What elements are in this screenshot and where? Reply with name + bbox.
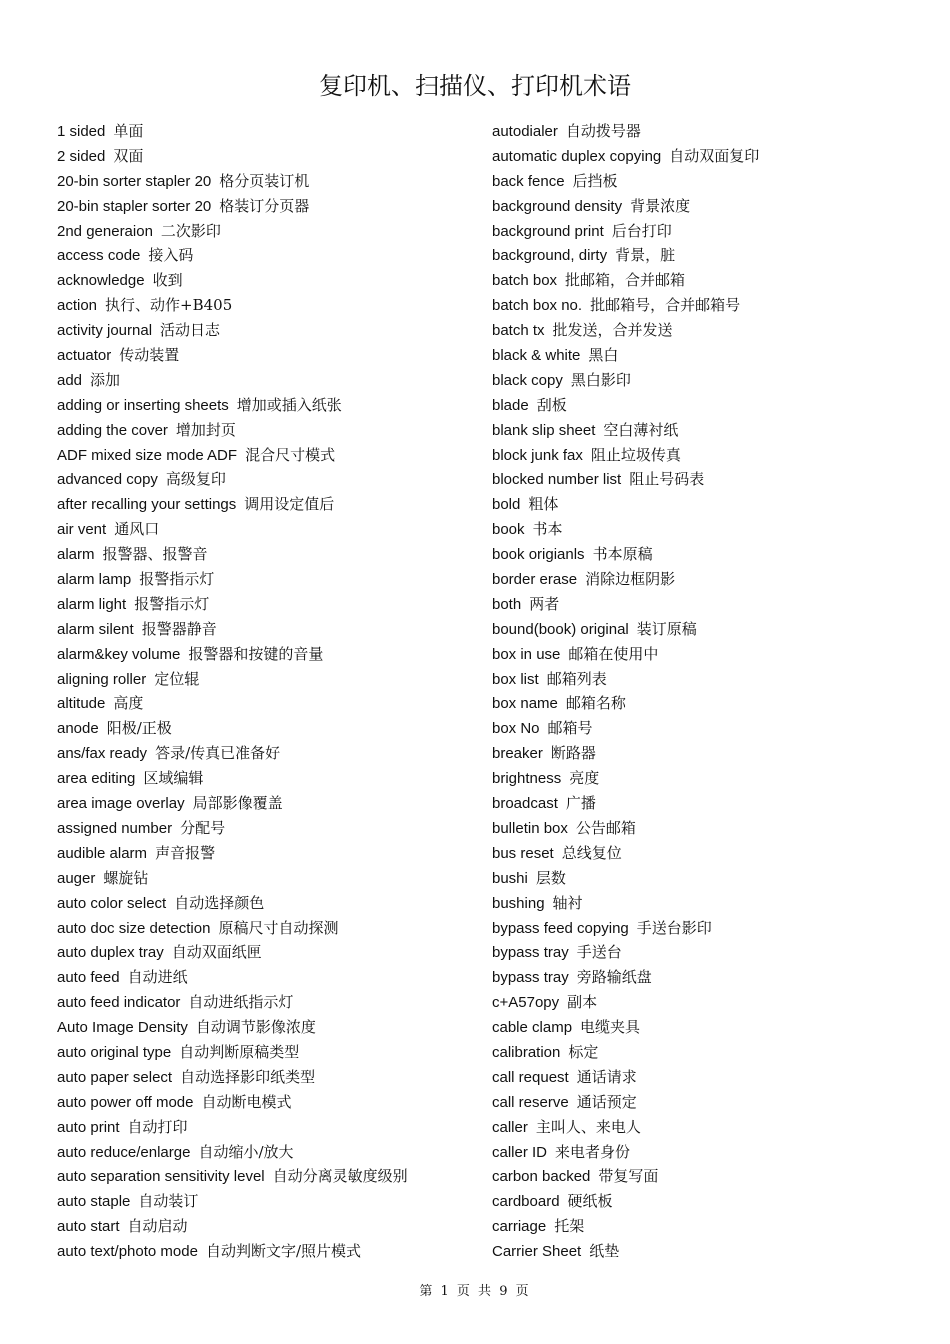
term-english: auto print xyxy=(57,1118,120,1136)
term-entry xyxy=(57,219,477,244)
term-chinese: 自动分离灵敏度级别 xyxy=(272,1167,408,1186)
term-english: bypass tray xyxy=(492,944,569,962)
term-chinese: 自动拨号器 xyxy=(565,122,641,140)
term-entry xyxy=(57,542,477,567)
term-english: bushi xyxy=(492,869,528,887)
term-english: auto staple xyxy=(57,1193,131,1211)
term-chinese: 黑白 xyxy=(588,346,619,365)
term-entry xyxy=(57,393,477,418)
term-chinese: 托架 xyxy=(554,1217,585,1236)
term-chinese: 自动判断文字/照片模式 xyxy=(205,1242,361,1261)
term-entry xyxy=(492,965,912,990)
term-chinese: 批邮箱，合并邮箱 xyxy=(565,271,686,290)
term-english: bypass feed copying xyxy=(492,919,629,937)
term-english: batch box xyxy=(492,272,558,290)
term-entry xyxy=(492,219,912,244)
term-english: background density xyxy=(492,197,623,215)
term-chinese: 书本 xyxy=(532,520,563,539)
term-entry xyxy=(57,1065,477,1090)
term-entry xyxy=(57,144,477,169)
term-chinese: 答录/传真已准备好 xyxy=(155,744,281,763)
term-english: alarm light xyxy=(57,595,127,613)
term-english: back fence xyxy=(492,172,565,190)
term-chinese: 空白薄衬纸 xyxy=(603,420,679,439)
term-chinese: 报警器和按键的音量 xyxy=(188,644,324,663)
term-chinese: 定位辊 xyxy=(154,669,200,688)
term-english: audible alarm xyxy=(57,844,148,862)
term-chinese: 自动进纸指示灯 xyxy=(188,993,294,1012)
term-chinese: 原稿尺寸自动探测 xyxy=(218,918,339,937)
term-chinese: 阳极/正极 xyxy=(106,719,172,738)
term-english: bold xyxy=(492,496,521,514)
term-entry xyxy=(57,368,477,393)
term-chinese: 自动选择颜色 xyxy=(174,893,265,912)
term-chinese: 执行、动作+B405 xyxy=(105,296,233,315)
term-english: ans/fax ready xyxy=(57,745,148,763)
term-english: add xyxy=(57,371,83,389)
term-chinese: 报警指示灯 xyxy=(139,570,215,589)
term-entry xyxy=(492,169,912,194)
term-entry xyxy=(57,194,477,219)
term-chinese: 自动装订 xyxy=(138,1192,199,1211)
term-chinese: 广播 xyxy=(565,794,596,813)
left-term-column xyxy=(57,119,477,1264)
term-entry xyxy=(492,467,912,492)
term-chinese: 批发送，合并发送 xyxy=(552,321,673,340)
term-chinese: 调用设定值后 xyxy=(244,495,335,514)
term-english: bus reset xyxy=(492,844,554,862)
term-entry xyxy=(492,1214,912,1239)
term-entry xyxy=(492,1040,912,1065)
term-entry xyxy=(57,1239,477,1264)
term-entry xyxy=(492,567,912,592)
right-term-column xyxy=(492,119,912,1264)
term-entry xyxy=(57,891,477,916)
term-english: alarm silent xyxy=(57,620,134,638)
term-chinese: 带复写面 xyxy=(598,1167,659,1186)
term-english: box name xyxy=(492,695,558,713)
term-chinese: 亮度 xyxy=(569,769,600,788)
term-english: background print xyxy=(492,222,604,240)
term-english: autodialer xyxy=(492,123,558,140)
term-entry xyxy=(492,1065,912,1090)
term-chinese: 高级复印 xyxy=(165,470,226,489)
term-english: cardboard xyxy=(492,1193,560,1211)
term-english: adding the cover xyxy=(57,421,168,439)
term-english: bypass tray xyxy=(492,969,569,987)
term-entry xyxy=(57,965,477,990)
term-entry xyxy=(57,1015,477,1040)
term-english: batch box no. xyxy=(492,297,583,315)
term-english: 20-bin stapler sorter 20 xyxy=(57,197,212,215)
term-chinese: 阻止垃圾传真 xyxy=(590,445,681,464)
term-english: caller ID xyxy=(492,1143,548,1161)
term-entry xyxy=(492,841,912,866)
term-chinese: 纸垫 xyxy=(589,1242,620,1261)
term-chinese: 自动判断原稿类型 xyxy=(179,1042,300,1061)
term-entry xyxy=(57,418,477,443)
term-entry xyxy=(492,716,912,741)
term-english: c+A57opy xyxy=(492,994,560,1012)
term-english: 1 sided xyxy=(57,123,106,140)
term-entry xyxy=(492,592,912,617)
term-chinese: 格装订分页器 xyxy=(219,196,310,215)
term-entry xyxy=(57,716,477,741)
term-chinese: 通风口 xyxy=(114,520,160,539)
term-entry xyxy=(492,667,912,692)
term-chinese: 通话请求 xyxy=(576,1067,637,1086)
term-chinese: 螺旋钻 xyxy=(103,868,149,887)
term-entry xyxy=(492,1015,912,1040)
term-entry xyxy=(492,1115,912,1140)
term-entry xyxy=(57,293,477,318)
term-english: assigned number xyxy=(57,819,173,837)
term-chinese: 后台打印 xyxy=(611,221,672,240)
term-english: bulletin box xyxy=(492,819,568,837)
term-chinese: 报警器静音 xyxy=(141,619,217,638)
term-english: aligning roller xyxy=(57,670,147,688)
term-english: batch tx xyxy=(492,322,545,340)
term-chinese: 后挡板 xyxy=(572,171,618,190)
term-chinese: 来电者身份 xyxy=(555,1142,631,1161)
term-chinese: 自动调节影像浓度 xyxy=(195,1018,316,1037)
term-chinese: 自动选择影印纸类型 xyxy=(180,1067,316,1086)
term-english: carbon backed xyxy=(492,1168,591,1186)
term-entry xyxy=(57,1164,477,1189)
term-entry xyxy=(492,144,912,169)
term-chinese: 添加 xyxy=(90,370,121,389)
term-english: auto text/photo mode xyxy=(57,1243,198,1261)
term-english: auto paper select xyxy=(57,1068,173,1086)
term-entry xyxy=(57,667,477,692)
term-english: auto doc size detection xyxy=(57,919,211,937)
term-chinese: 副本 xyxy=(567,993,598,1012)
term-entry xyxy=(492,243,912,268)
term-entry xyxy=(492,492,912,517)
term-chinese: 邮箱在使用中 xyxy=(568,644,659,663)
term-chinese: 刮板 xyxy=(536,395,567,414)
term-entry xyxy=(492,1090,912,1115)
term-chinese: 收到 xyxy=(152,271,183,290)
term-entry xyxy=(57,1214,477,1239)
term-chinese: 标定 xyxy=(568,1042,599,1061)
term-entry xyxy=(57,119,477,144)
term-english: alarm lamp xyxy=(57,571,132,589)
term-entry xyxy=(492,691,912,716)
term-chinese: 手送台 xyxy=(576,943,622,962)
term-chinese: 接入码 xyxy=(148,246,194,265)
term-entry xyxy=(492,343,912,368)
term-entry xyxy=(57,791,477,816)
term-chinese: 格分页装订机 xyxy=(219,171,310,190)
term-chinese: 旁路输纸盘 xyxy=(576,968,652,987)
term-english: cable clamp xyxy=(492,1019,573,1037)
term-english: carriage xyxy=(492,1218,547,1236)
term-entry xyxy=(57,1040,477,1065)
term-chinese: 分配号 xyxy=(180,818,226,837)
term-english: action xyxy=(57,297,98,315)
term-english: blade xyxy=(492,396,529,414)
term-chinese: 单面 xyxy=(113,122,144,140)
term-english: box No xyxy=(492,720,540,738)
term-entry xyxy=(492,418,912,443)
term-entry xyxy=(57,990,477,1015)
term-english: auger xyxy=(57,869,96,887)
term-entry xyxy=(57,691,477,716)
term-entry xyxy=(57,268,477,293)
term-chinese: 邮箱列表 xyxy=(546,669,607,688)
term-chinese: 自动缩小/放大 xyxy=(198,1142,294,1161)
term-chinese: 高度 xyxy=(113,694,144,713)
term-english: call request xyxy=(492,1068,569,1086)
term-chinese: 报警指示灯 xyxy=(134,594,210,613)
term-entry xyxy=(492,741,912,766)
term-chinese: 手送台影印 xyxy=(636,918,712,937)
term-english: auto color select xyxy=(57,894,167,912)
term-english: brightness xyxy=(492,770,562,788)
term-entry xyxy=(492,542,912,567)
term-chinese: 邮箱号 xyxy=(547,719,593,738)
term-entry xyxy=(57,517,477,542)
term-entry xyxy=(492,617,912,642)
term-entry xyxy=(57,318,477,343)
term-entry xyxy=(492,766,912,791)
term-english: Auto Image Density xyxy=(57,1019,188,1037)
term-english: Carrier Sheet xyxy=(492,1243,582,1261)
term-chinese: 自动双面复印 xyxy=(669,146,760,165)
term-chinese: 增加封页 xyxy=(175,420,236,439)
term-entry xyxy=(492,1239,912,1264)
term-chinese: 报警器、报警音 xyxy=(102,545,208,564)
term-entry xyxy=(57,617,477,642)
term-chinese: 局部影像覆盖 xyxy=(192,794,283,813)
term-chinese: 声音报警 xyxy=(155,843,216,862)
term-chinese: 层数 xyxy=(535,868,566,887)
term-entry xyxy=(57,866,477,891)
term-english: auto start xyxy=(57,1218,120,1236)
term-english: black copy xyxy=(492,371,563,389)
term-entry xyxy=(492,791,912,816)
term-english: anode xyxy=(57,720,99,738)
term-english: box list xyxy=(492,670,539,688)
term-english: advanced copy xyxy=(57,471,158,489)
term-entry xyxy=(492,990,912,1015)
term-english: black & white xyxy=(492,347,581,365)
term-entry xyxy=(492,318,912,343)
term-entry xyxy=(492,816,912,841)
term-english: 2 sided xyxy=(57,147,106,165)
term-entry xyxy=(492,866,912,891)
term-entry xyxy=(57,940,477,965)
term-entry xyxy=(492,293,912,318)
term-entry xyxy=(57,567,477,592)
term-chinese: 二次影印 xyxy=(160,221,221,240)
term-chinese: 通话预定 xyxy=(576,1092,637,1111)
term-chinese: 区域编辑 xyxy=(143,769,204,788)
term-chinese: 双面 xyxy=(113,146,144,165)
term-chinese: 传动装置 xyxy=(119,346,180,365)
term-english: area editing xyxy=(57,770,136,788)
term-entry xyxy=(492,194,912,219)
term-english: actuator xyxy=(57,347,112,365)
term-chinese: 公告邮箱 xyxy=(575,818,636,837)
term-entry xyxy=(57,492,477,517)
term-english: ADF mixed size mode ADF xyxy=(57,446,238,464)
term-english: bound(book) original xyxy=(492,620,629,638)
term-chinese: 轴衬 xyxy=(552,893,583,912)
term-entry xyxy=(57,592,477,617)
term-entry xyxy=(57,467,477,492)
term-entry xyxy=(492,916,912,941)
term-english: blocked number list xyxy=(492,471,622,489)
term-entry xyxy=(492,940,912,965)
term-entry xyxy=(57,1090,477,1115)
term-entry xyxy=(492,1140,912,1165)
term-english: block junk fax xyxy=(492,446,583,464)
term-english: auto original type xyxy=(57,1043,172,1061)
term-entry xyxy=(57,841,477,866)
term-english: after recalling your settings xyxy=(57,496,237,514)
term-chinese: 邮箱名称 xyxy=(565,694,626,713)
term-english: automatic duplex copying xyxy=(492,147,662,165)
term-entry xyxy=(57,1115,477,1140)
term-entry xyxy=(57,741,477,766)
term-entry xyxy=(492,119,912,144)
term-chinese: 混合尺寸模式 xyxy=(245,445,336,464)
term-english: 20-bin sorter stapler 20 xyxy=(57,172,212,190)
term-entry xyxy=(57,642,477,667)
term-english: border erase xyxy=(492,571,578,589)
term-english: background, dirty xyxy=(492,247,608,265)
term-entry xyxy=(57,243,477,268)
term-english: alarm&key volume xyxy=(57,645,181,663)
page-footer: 第 1 页 共 9 页 xyxy=(419,1284,531,1299)
term-entry xyxy=(492,1164,912,1189)
term-english: auto power off mode xyxy=(57,1093,194,1111)
term-chinese: 黑白影印 xyxy=(570,370,631,389)
term-chinese: 电缆夹具 xyxy=(580,1018,641,1037)
term-english: calibration xyxy=(492,1043,561,1061)
term-chinese: 自动打印 xyxy=(127,1117,188,1136)
term-chinese: 自动断电模式 xyxy=(201,1092,292,1111)
term-chinese: 批邮箱号，合并邮箱号 xyxy=(590,296,741,315)
term-english: auto feed indicator xyxy=(57,994,181,1012)
term-english: auto separation sensitivity level xyxy=(57,1168,265,1186)
term-entry xyxy=(492,642,912,667)
term-chinese: 主叫人、来电人 xyxy=(535,1117,641,1136)
term-english: auto duplex tray xyxy=(57,944,164,962)
term-english: both xyxy=(492,595,522,613)
term-entry xyxy=(492,393,912,418)
term-english: activity journal xyxy=(57,322,153,340)
term-english: breaker xyxy=(492,745,543,763)
term-english: book xyxy=(492,521,525,539)
term-entry xyxy=(492,891,912,916)
term-english: access code xyxy=(57,247,141,265)
term-entry xyxy=(492,443,912,468)
term-entry xyxy=(492,517,912,542)
term-chinese: 背景浓度 xyxy=(630,196,691,215)
term-english: 2nd generaion xyxy=(57,222,153,240)
page-title: 复印机、扫描仪、打印机术语 xyxy=(319,72,631,100)
term-chinese: 装订原稿 xyxy=(636,619,697,638)
term-chinese: 断路器 xyxy=(550,744,596,763)
term-english: area image overlay xyxy=(57,795,185,813)
term-chinese: 自动进纸 xyxy=(127,968,188,987)
term-chinese: 自动双面纸匣 xyxy=(171,943,262,962)
term-english: book origianls xyxy=(492,546,585,564)
term-entry xyxy=(57,343,477,368)
term-entry xyxy=(492,368,912,393)
term-chinese: 书本原稿 xyxy=(592,545,653,564)
term-chinese: 阻止号码表 xyxy=(629,470,705,489)
term-entry xyxy=(492,268,912,293)
term-entry xyxy=(57,1140,477,1165)
term-entry xyxy=(57,443,477,468)
term-chinese: 增加或插入纸张 xyxy=(236,395,342,414)
term-english: alarm xyxy=(57,546,95,564)
term-chinese: 硬纸板 xyxy=(567,1192,613,1211)
term-chinese: 活动日志 xyxy=(160,321,221,340)
term-chinese: 粗体 xyxy=(528,495,559,514)
term-english: broadcast xyxy=(492,795,558,813)
term-english: adding or inserting sheets xyxy=(57,396,229,414)
term-english: box in use xyxy=(492,645,561,663)
term-chinese: 消除边框阴影 xyxy=(585,570,676,589)
term-entry xyxy=(57,1189,477,1214)
term-chinese: 总线复位 xyxy=(561,843,622,862)
term-english: auto feed xyxy=(57,969,120,987)
term-english: acknowledge xyxy=(57,272,145,290)
term-english: auto reduce/enlarge xyxy=(57,1143,191,1161)
term-english: call reserve xyxy=(492,1093,569,1111)
term-entry xyxy=(57,766,477,791)
term-english: air vent xyxy=(57,521,107,539)
term-chinese: 背景，脏 xyxy=(615,246,676,265)
term-english: altitude xyxy=(57,695,106,713)
term-english: bushing xyxy=(492,894,545,912)
term-entry xyxy=(57,816,477,841)
term-english: caller xyxy=(492,1118,528,1136)
term-entry xyxy=(492,1189,912,1214)
term-english: blank slip sheet xyxy=(492,421,596,439)
term-entry xyxy=(57,916,477,941)
term-chinese: 两者 xyxy=(529,594,560,613)
term-entry xyxy=(57,169,477,194)
term-chinese: 自动启动 xyxy=(127,1217,188,1236)
